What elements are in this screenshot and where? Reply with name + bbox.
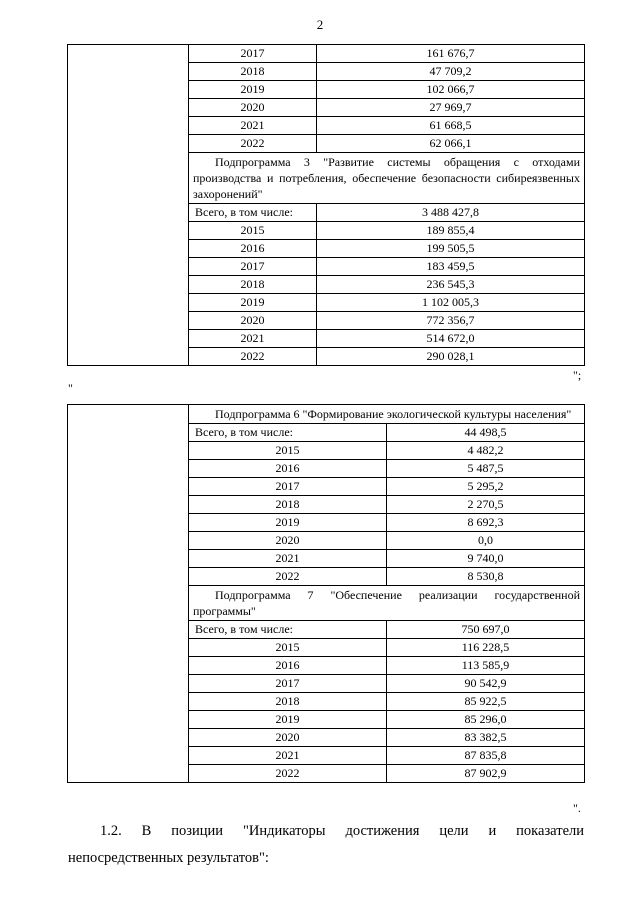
year-cell: 2019: [189, 294, 317, 312]
subprogram-title: Подпрограмма 7 "Обеспечение реализации государственной программы": [189, 586, 585, 621]
value-cell: 5 295,2: [387, 478, 585, 496]
year-cell: 2021: [189, 550, 387, 568]
value-cell: 0,0: [387, 532, 585, 550]
value-cell: 83 382,5: [387, 729, 585, 747]
year-cell: 2020: [189, 729, 387, 747]
value-cell: 90 542,9: [387, 675, 585, 693]
year-cell: 2016: [189, 240, 317, 258]
total-label: Всего, в том числе:: [189, 424, 387, 442]
total-label: Всего, в том числе:: [189, 204, 317, 222]
value-cell: 9 740,0: [387, 550, 585, 568]
value-cell: 236 545,3: [317, 276, 585, 294]
opening-quote-2: ": [68, 381, 73, 395]
value-cell: 116 228,5: [387, 639, 585, 657]
year-cell: 2018: [189, 276, 317, 294]
value-cell: 102 066,7: [317, 81, 585, 99]
value-cell: 199 505,5: [317, 240, 585, 258]
year-cell: 2020: [189, 532, 387, 550]
value-cell: 2 270,5: [387, 496, 585, 514]
total-value: 3 488 427,8: [317, 204, 585, 222]
value-cell: 62 066,1: [317, 135, 585, 153]
value-cell: 61 668,5: [317, 117, 585, 135]
total-label: Всего, в том числе:: [189, 621, 387, 639]
year-cell: 2017: [189, 675, 387, 693]
year-cell: 2019: [189, 711, 387, 729]
year-cell: 2020: [189, 99, 317, 117]
value-cell: 8 692,3: [387, 514, 585, 532]
funding-table-1: [67, 44, 585, 366]
value-cell: 772 356,7: [317, 312, 585, 330]
left-empty-cell: [68, 45, 189, 366]
year-cell: 2017: [189, 478, 387, 496]
year-cell: 2022: [189, 135, 317, 153]
value-cell: 161 676,7: [317, 45, 585, 63]
value-cell: 514 672,0: [317, 330, 585, 348]
value-cell: 290 028,1: [317, 348, 585, 366]
value-cell: 1 102 005,3: [317, 294, 585, 312]
value-cell: 189 855,4: [317, 222, 585, 240]
year-cell: 2019: [189, 514, 387, 532]
year-cell: 2022: [189, 765, 387, 783]
year-cell: 2018: [189, 693, 387, 711]
year-cell: 2018: [189, 496, 387, 514]
subprogram-title: Подпрограмма 6 "Формирование экологической культуры населения": [189, 405, 585, 424]
year-cell: 2017: [189, 45, 317, 63]
subprogram-title: Подпрограмма 3 "Развитие системы обращения с отходами производства и потребления, обеспечение безопасности сибиреязвенных захоронений": [189, 153, 585, 204]
year-cell: 2022: [189, 568, 387, 586]
page-number: 2: [316, 17, 324, 32]
value-cell: 5 487,5: [387, 460, 585, 478]
year-cell: 2021: [189, 747, 387, 765]
year-cell: 2015: [189, 222, 317, 240]
year-cell: 2021: [189, 330, 317, 348]
year-cell: 2017: [189, 258, 317, 276]
year-cell: 2016: [189, 657, 387, 675]
year-cell: 2015: [189, 639, 387, 657]
year-cell: 2018: [189, 63, 317, 81]
total-value: 44 498,5: [387, 424, 585, 442]
year-cell: 2021: [189, 117, 317, 135]
total-value: 750 697,0: [387, 621, 585, 639]
table-row: [68, 45, 585, 63]
value-cell: 4 482,2: [387, 442, 585, 460]
closing-quote-2: ".: [573, 801, 581, 815]
paragraph-1-2: [68, 818, 584, 872]
value-cell: 47 709,2: [317, 63, 585, 81]
closing-quote-1: ";: [573, 368, 582, 382]
value-cell: 85 296,0: [387, 711, 585, 729]
year-cell: 2022: [189, 348, 317, 366]
year-cell: 2019: [189, 81, 317, 99]
left-empty-cell: [68, 405, 189, 783]
subprogram-title-row: [68, 405, 585, 424]
year-cell: 2015: [189, 442, 387, 460]
value-cell: 87 835,8: [387, 747, 585, 765]
value-cell: 113 585,9: [387, 657, 585, 675]
value-cell: 8 530,8: [387, 568, 585, 586]
paragraph-text: 1.2. В позиции "Индикаторы достижения цели и показатели непосредственных результатов":: [68, 823, 584, 866]
value-cell: 85 922,5: [387, 693, 585, 711]
value-cell: 183 459,5: [317, 258, 585, 276]
year-cell: 2016: [189, 460, 387, 478]
funding-table-2: [67, 404, 585, 783]
value-cell: 27 969,7: [317, 99, 585, 117]
value-cell: 87 902,9: [387, 765, 585, 783]
year-cell: 2020: [189, 312, 317, 330]
